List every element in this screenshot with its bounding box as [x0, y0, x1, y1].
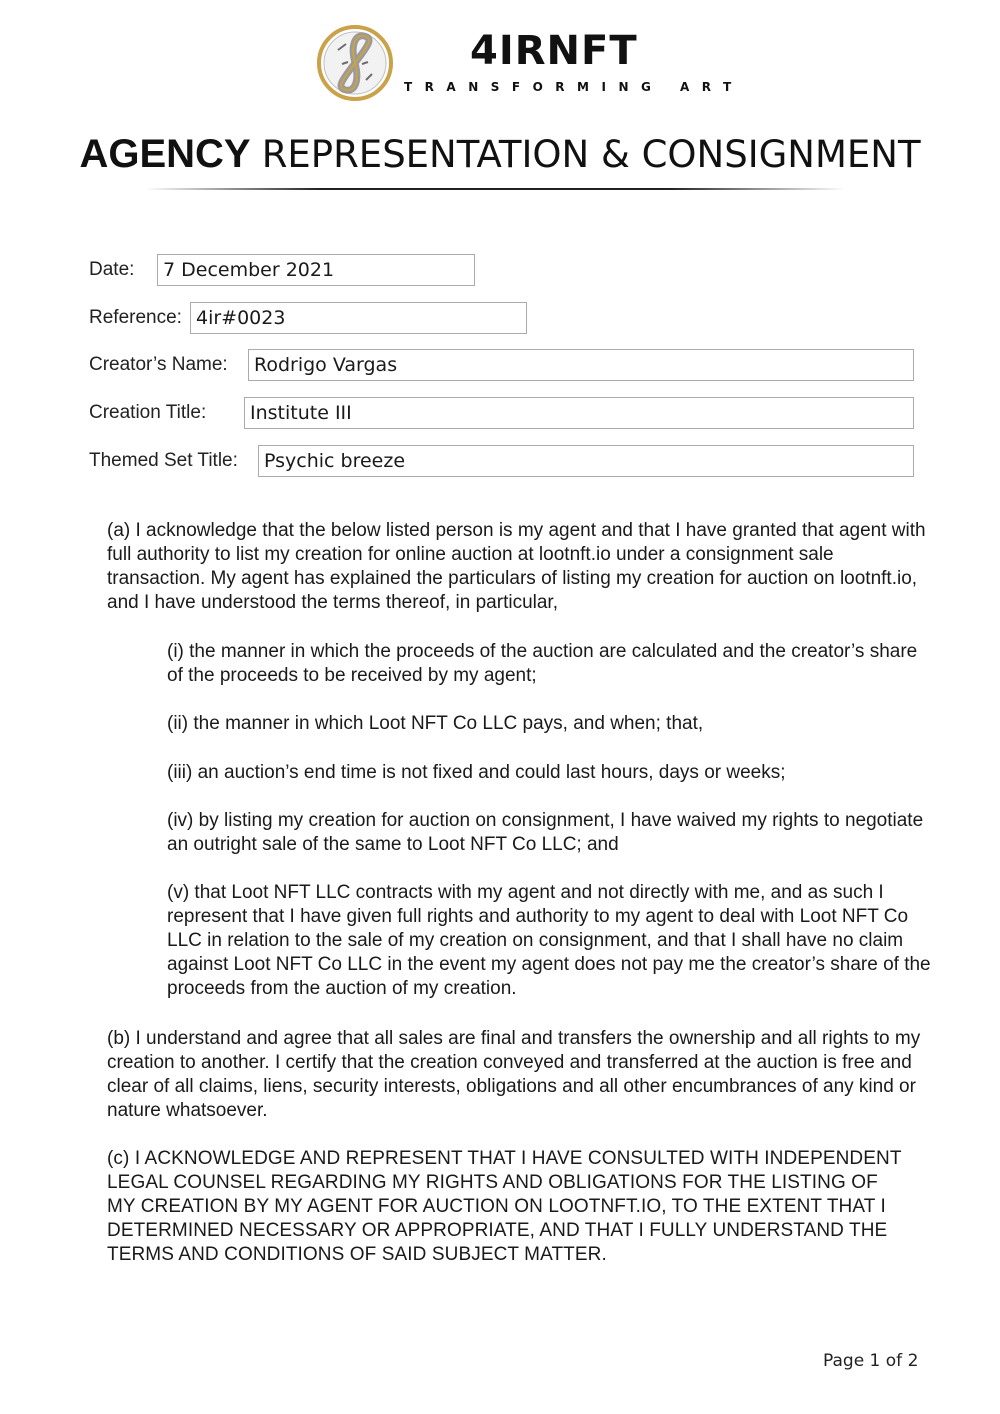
- themed-set-title-field[interactable]: Psychic breeze: [258, 445, 914, 477]
- page-number: Page 1 of 2: [823, 1351, 919, 1371]
- title-bold: AGENCY: [79, 132, 251, 176]
- clause-a-i: (i) the manner in which the proceeds of the auction are calculated and the creator’s share of the proceeds to be received by my agent;: [167, 641, 918, 686]
- creator-name-field[interactable]: Rodrigo Vargas: [248, 349, 914, 381]
- title-rest: REPRESENTATION & CONSIGNMENT: [261, 133, 921, 176]
- document-title: [0, 132, 1000, 177]
- clause-b: (b) I understand and agree that all sales are final and transfers the ownership and all rights to my creation to another. I certify that the creation conveyed and transferred at the auction is free and clear of all claims, liens, security interests, obligations and all other encumbrances of any kind or nature whatsoever.: [107, 1028, 921, 1121]
- clause-a: (a) I acknowledge that the below listed person is my agent and that I have granted that agent with full authority to list my creation for online auction at lootnft.io under a consignment sale transaction. My agent has explained the particulars of listing my creation for auction on lootnft.io, and I have understood the terms thereof, in particular,: [107, 520, 926, 613]
- clause-a-iii: (iii) an auction’s end time is not fixed and could last hours, days or weeks;: [167, 762, 786, 783]
- brand-name: 4IRNFT: [470, 28, 638, 74]
- brand-tagline: TRANSFORMING ART: [404, 80, 744, 94]
- reference-field[interactable]: 4ir#0023: [190, 302, 527, 334]
- logo-icon: [316, 24, 394, 102]
- date-field[interactable]: 7 December 2021: [157, 254, 475, 286]
- creation-title-label: Creation Title:: [89, 402, 207, 423]
- creator-name-label: Creator’s Name:: [89, 354, 228, 375]
- title-divider: [145, 188, 845, 190]
- clause-c: (c) I ACKNOWLEDGE AND REPRESENT THAT I HAVE CONSULTED WITH INDEPENDENT LEGAL COUNSEL REGARDING MY RIGHTS AND OBLIGATIONS FOR THE LISTING OF MY CREATION BY MY AGENT FOR AUCTION ON LOOTNFT.IO, TO THE EXTENT THAT I DETERMINED NECESSARY OR APPROPRIATE, AND THAT I FULLY UNDERSTAND THE TERMS AND CONDITIONS OF SAID SUBJECT MATTER.: [107, 1148, 902, 1265]
- clause-a-iv: (iv) by listing my creation for auction on consignment, I have waived my rights to negotiate an outright sale of the same to Loot NFT Co LLC; and: [167, 810, 924, 855]
- reference-label: Reference:: [89, 307, 182, 328]
- date-label: Date:: [89, 259, 135, 280]
- clause-a-v: (v) that Loot NFT LLC contracts with my agent and not directly with me, and as such I represent that I have given full rights and authority to my agent to deal with Loot NFT Co LLC in relation to the sale of my creation on consignment, and that I shall have no claim against Loot NFT Co LLC in the event my agent does not pay me the creator’s share of the proceeds from the auction of my creation.: [167, 882, 931, 999]
- creation-title-field[interactable]: Institute III: [244, 397, 914, 429]
- themed-set-title-label: Themed Set Title:: [89, 450, 238, 471]
- clause-a-ii: (ii) the manner in which Loot NFT Co LLC pays, and when; that,: [167, 713, 704, 734]
